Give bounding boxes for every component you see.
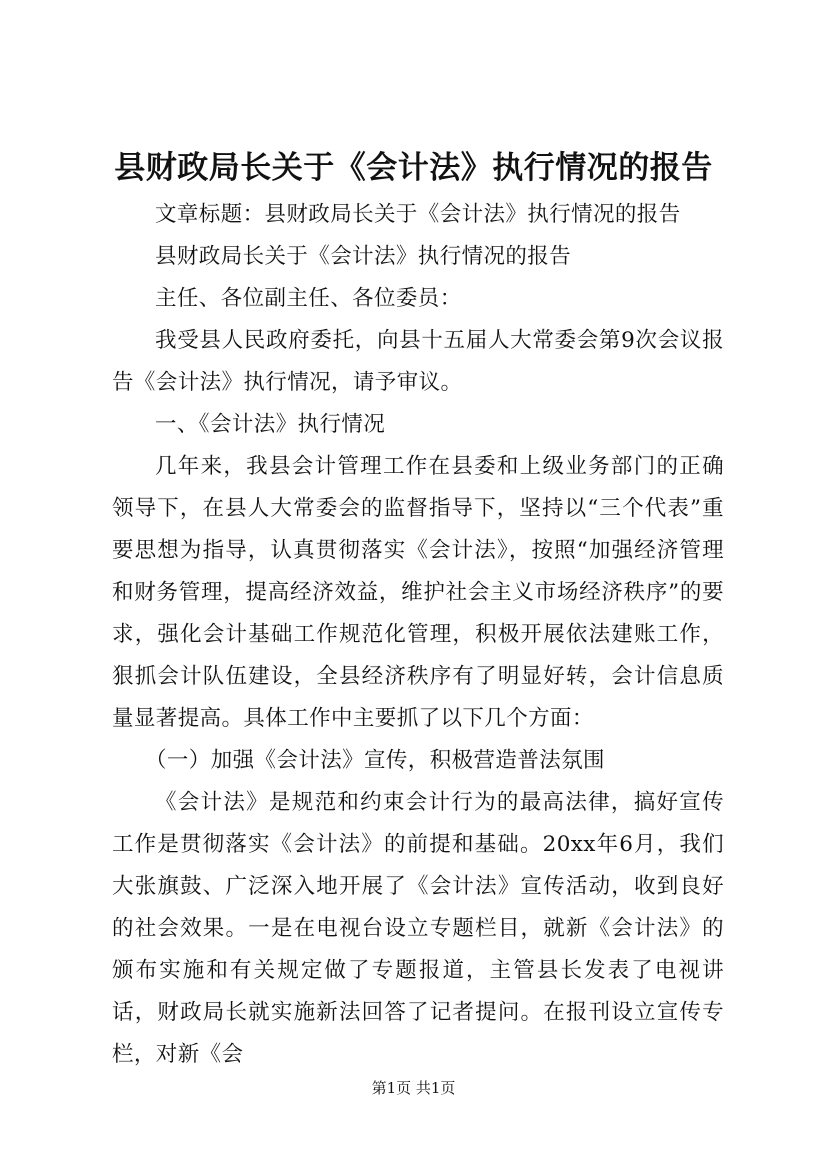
salutation: 主任、各位副主任、各位委员： <box>155 286 462 311</box>
document-title: 县财政局长关于《会计法》执行情况的报告 <box>114 150 713 186</box>
page-number-footer: 第1页 共1页 <box>371 1079 456 1097</box>
section-heading-1: 一、《会计法》执行情况 <box>155 412 386 437</box>
article-title-line: 文章标题：县财政局长关于《会计法》执行情况的报告 <box>155 202 681 227</box>
section-1-paragraph: 几年来，我县会计管理工作在县委和上级业务部门的正确领导下，在县人大常委会的监督指导下，坚持以“三个代表”重要思想为指导，认真贯彻落实《会计法》，按照“加强经济管理和财务管理，提高经济效益，维护社会主义市场经济秩序”的要求，强化会计基础工作规范化管理，积极开展依法建账工作，狠抓会计队伍建设，全县经济秩序有了明显好转，会计信息质量显著提高。具体工作中主要抓了以下几个方面： <box>112 454 724 731</box>
subsection-heading-1: （一）加强《会计法》宣传，积极营造普法氛围 <box>145 748 605 773</box>
report-title-line: 县财政局长关于《会计法》执行情况的报告 <box>155 244 572 269</box>
opening-paragraph: 我受县人民政府委托，向县十五届人大常委会第9次会议报告《会计法》执行情况，请予审议。 <box>112 328 724 395</box>
subsection-1-paragraph: 《会计法》是规范和约束会计行为的最高法律，搞好宣传工作是贯彻落实《会计法》的前提和基础。20xx年6月，我们大张旗鼓、广泛深入地开展了《会计法》宣传活动，收到良好的社会效果。一是在电视台设立专题栏目，就新《会计法》的颁布实施和有关规定做了专题报道，主管县长发表了电视讲话，财政局长就实施新法回答了记者提问。在报刊设立宣传专栏，对新《会 <box>112 790 724 1067</box>
document-body <box>112 194 724 1076</box>
